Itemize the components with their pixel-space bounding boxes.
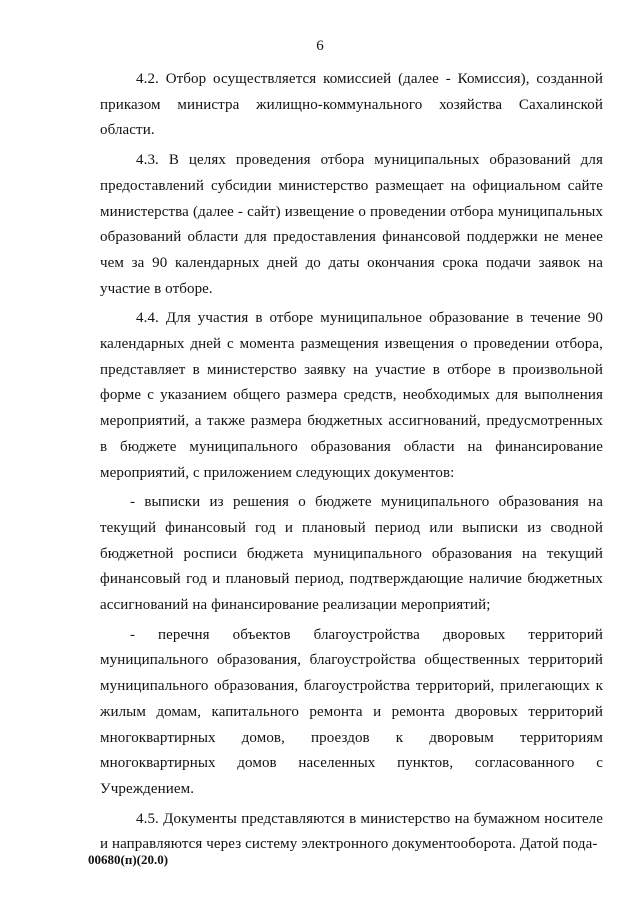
list-item-objects-list: - перечня объектов благоустройства дворовых территорий муниципального образования, благоустройства общественных территорий муниципального образования, благоустройства территорий, прилегающих к жилым домам, капитального ремонта и ремонта дворовых территорий многоквартирных домов, проездов к дворовым территориям многоквартирных домов населенных пунктов, согласованного с Учреждением.: [100, 626, 603, 797]
paragraph-4-4: 4.4. Для участия в отборе муниципальное образование в течение 90 календарных дней с момента размещения извещения о проведении отбора, представляет в министерство заявку на участие в отборе в произвольной форме с указанием общего размера средств, необходимых для выполнения мероприятий, а также размера бюджетных ассигнований, предусмотренных в бюджете муниципального образования области на финансирование мероприятий, с приложением следующих документов:: [100, 310, 603, 481]
paragraph-4-5: 4.5. Документы представляются в министерство на бумажном носителе и направляются через систему электронного документооборота. Датой пода-: [100, 810, 603, 853]
list-item-budget-extract: - выписки из решения о бюджете муниципального образования на текущий финансовый год и плановый период или выписки из сводной бюджетной росписи бюджета муниципального образования на текущий финансовый год и плановый период, подтверждающие наличие бюджетных ассигнований на финансирование реализации мероприятий;: [100, 494, 603, 614]
document-body: [100, 67, 603, 862]
paragraph-4-3: 4.3. В целях проведения отбора муниципальных образований для предоставлений субсидии министерство размещает на официальном сайте министерства (далее - сайт) извещение о проведении отбора муниципальных образований области для предоставления финансовой поддержки не менее чем за 90 календарных дней до даты окончания срока подачи заявок на участие в отборе.: [100, 152, 603, 297]
page-number: 6: [316, 38, 324, 54]
paragraph-4-2: 4.2. Отбор осуществляется комиссией (далее - Комиссия), созданной приказом министра жилищно-коммунального хозяйства Сахалинской области.: [100, 71, 603, 139]
document-code: 00680(п)(20.0): [88, 852, 169, 867]
